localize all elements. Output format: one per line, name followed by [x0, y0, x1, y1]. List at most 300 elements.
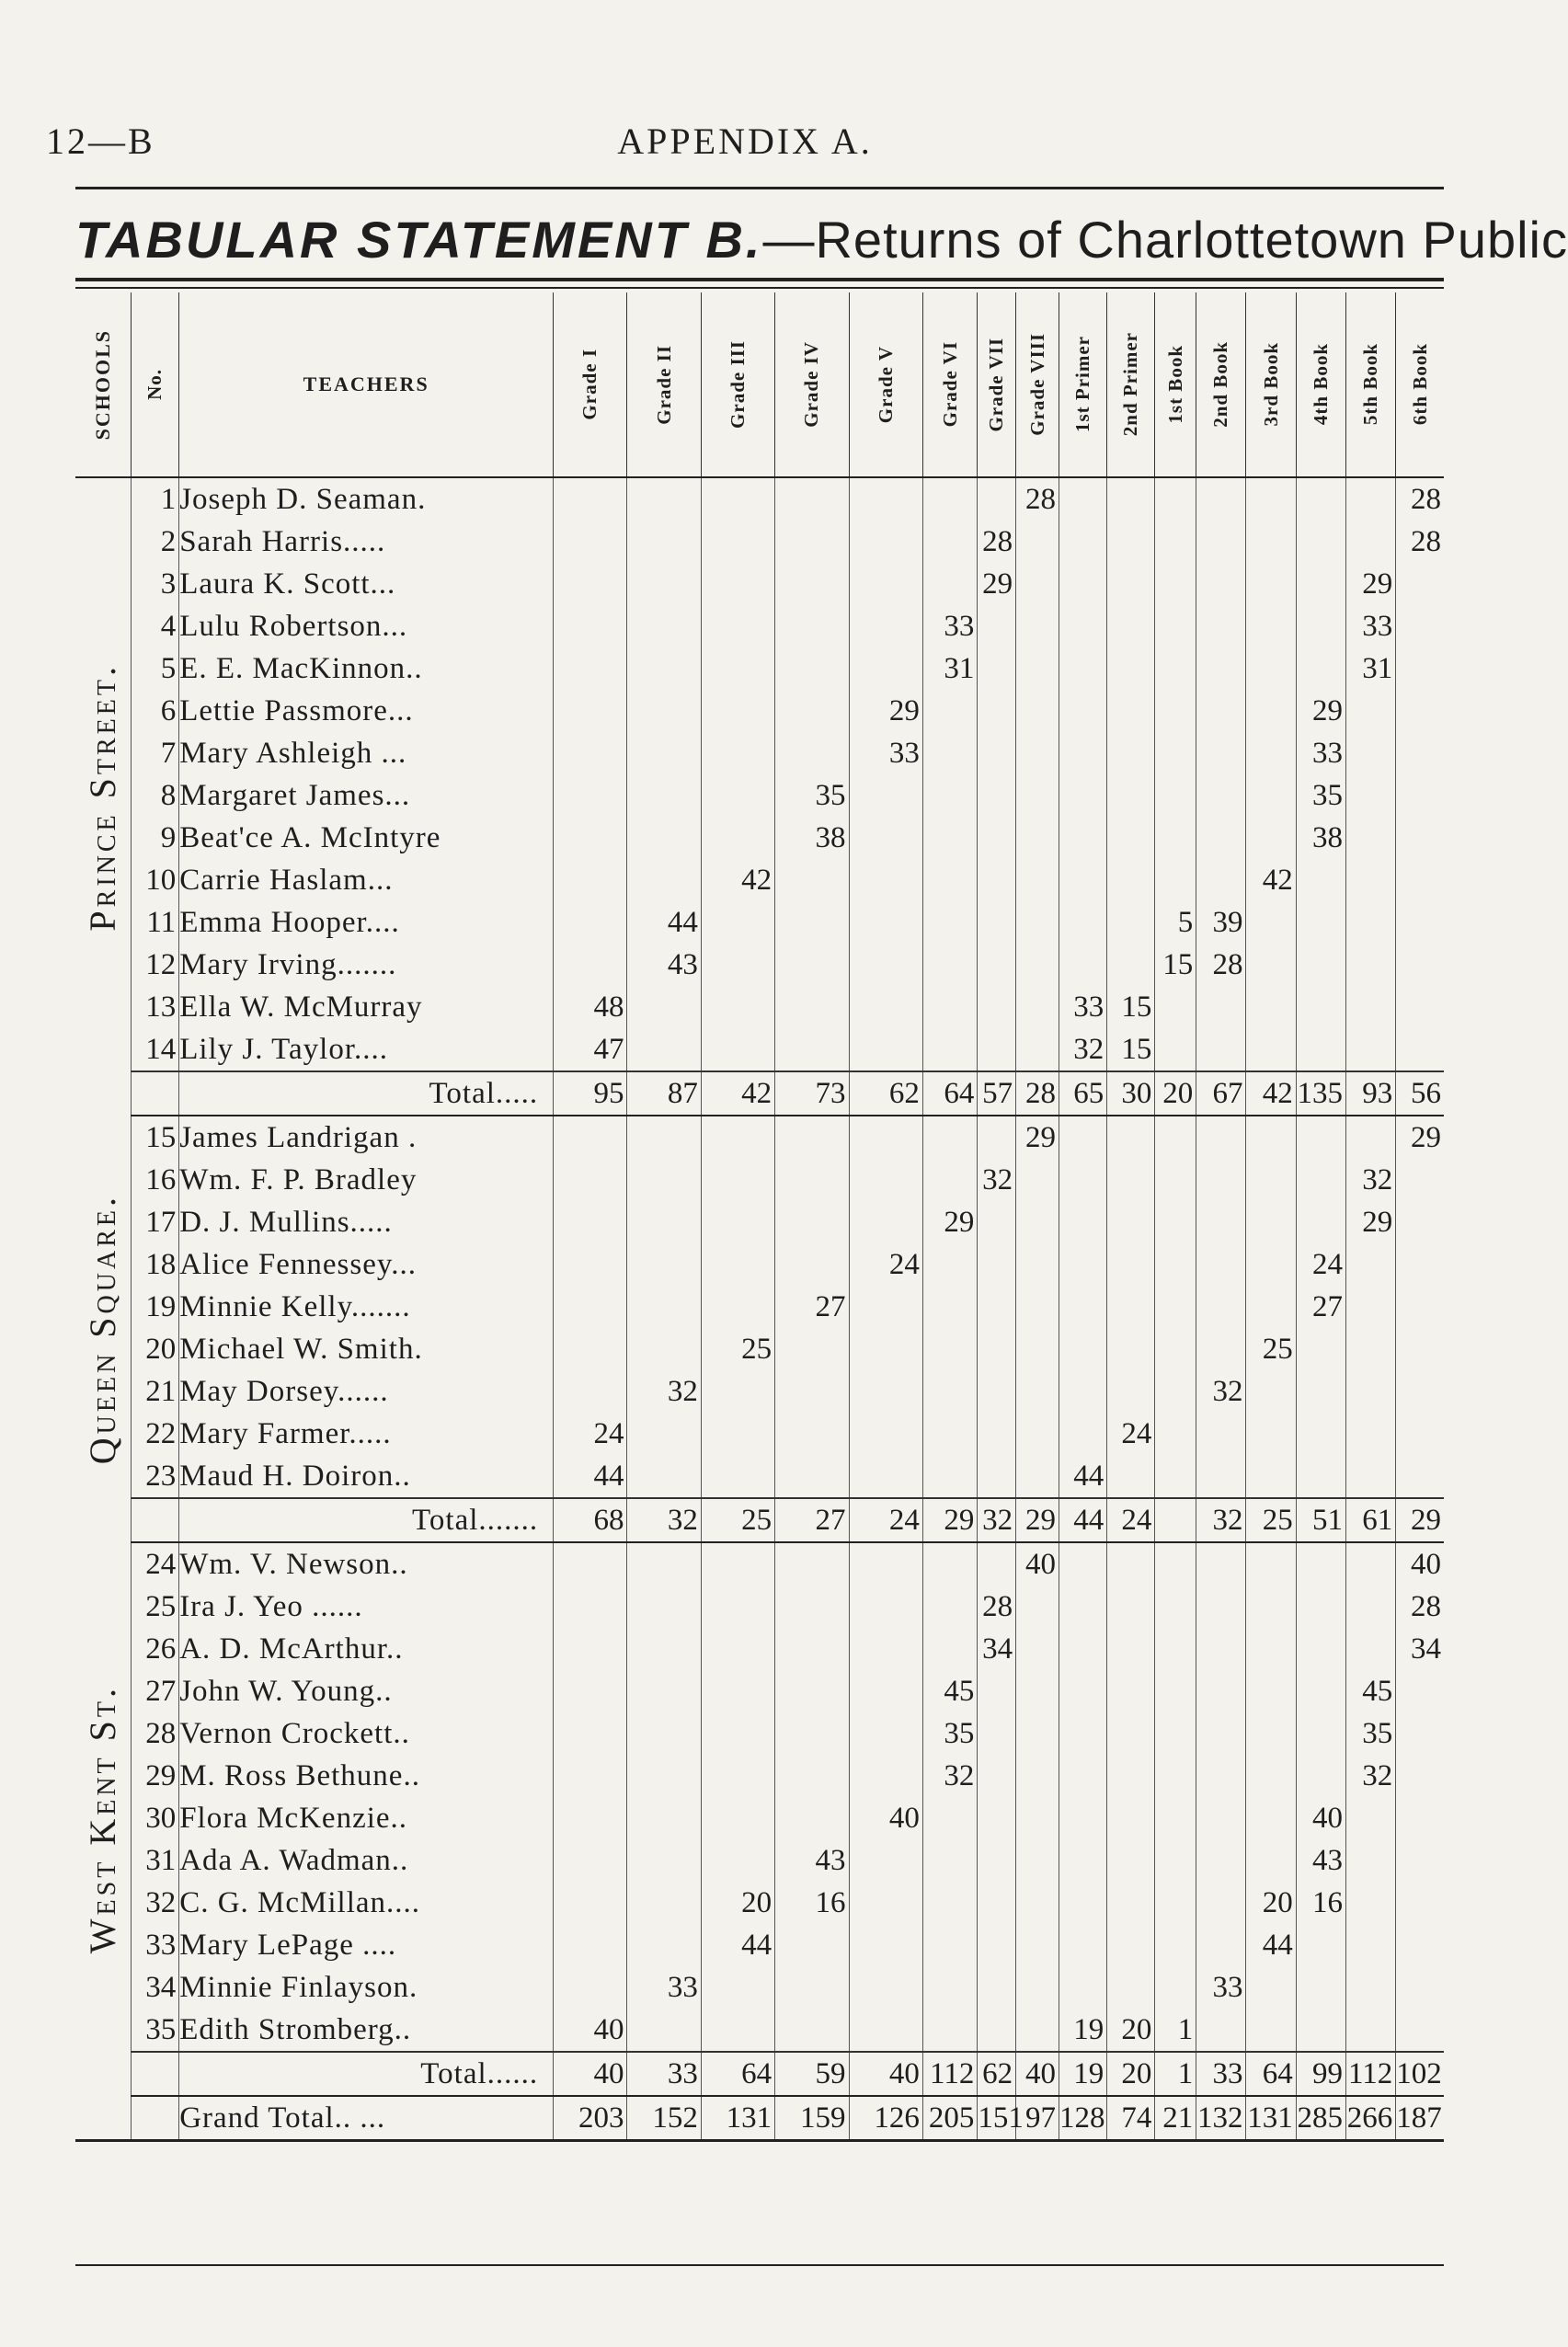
- data-cell: [849, 1455, 922, 1498]
- data-cell: [1396, 1201, 1444, 1243]
- data-cell: [1107, 774, 1155, 817]
- data-cell: [701, 477, 774, 521]
- data-cell: [1246, 1755, 1296, 1797]
- data-cell: [1107, 817, 1155, 859]
- grand-total-cell: 97: [1016, 2096, 1059, 2141]
- data-cell: [978, 1966, 1016, 2009]
- data-cell: [1016, 1882, 1059, 1924]
- data-cell: [1396, 563, 1444, 605]
- table-row: [75, 1882, 1444, 1924]
- data-cell: [978, 774, 1016, 817]
- data-cell: [1246, 1797, 1296, 1839]
- data-cell: 40: [1016, 1542, 1059, 1586]
- data-cell: [978, 1839, 1016, 1882]
- data-cell: [922, 1455, 977, 1498]
- data-cell: [849, 1712, 922, 1755]
- data-cell: [1196, 817, 1246, 859]
- data-cell: [775, 1201, 849, 1243]
- data-cell: 29: [1345, 563, 1395, 605]
- row-number: 18: [132, 1243, 179, 1286]
- data-cell: 42: [1246, 859, 1296, 901]
- data-cell: [1155, 1839, 1196, 1882]
- row-number: 10: [132, 859, 179, 901]
- column-header-2nd-book: [1196, 292, 1246, 477]
- data-cell: 43: [1296, 1839, 1345, 1882]
- data-cell: [1196, 1542, 1246, 1586]
- data-cell: [775, 1455, 849, 1498]
- data-cell: [701, 1628, 774, 1670]
- data-cell: [1196, 1882, 1246, 1924]
- data-cell: [1016, 521, 1059, 563]
- data-cell: [849, 1882, 922, 1924]
- total-cell: 44: [1059, 1498, 1107, 1542]
- data-cell: [1345, 1028, 1395, 1071]
- data-cell: 43: [627, 944, 701, 986]
- row-number: 9: [132, 817, 179, 859]
- data-cell: [775, 1712, 849, 1755]
- data-cell: [1107, 1542, 1155, 1586]
- table-title: [75, 210, 1568, 270]
- data-cell: [554, 690, 627, 732]
- data-cell: [978, 1243, 1016, 1286]
- data-cell: 29: [849, 690, 922, 732]
- table-row: [75, 1028, 1444, 1071]
- data-cell: [1396, 1797, 1444, 1839]
- data-cell: [1059, 1882, 1107, 1924]
- column-header-label: Grade V: [874, 345, 897, 424]
- data-cell: 20: [701, 1882, 774, 1924]
- data-cell: [849, 1328, 922, 1370]
- row-number: 31: [132, 1839, 179, 1882]
- teacher-name: Vernon Crockett..: [179, 1712, 554, 1755]
- data-cell: [922, 1966, 977, 2009]
- table-row: [75, 1243, 1444, 1286]
- teacher-name: Minnie Kelly.......: [179, 1286, 554, 1328]
- data-cell: [554, 1755, 627, 1797]
- data-cell: 34: [1411, 1632, 1441, 1666]
- data-cell: 15: [1107, 986, 1155, 1028]
- data-cell: [1345, 817, 1395, 859]
- total-cell: 24: [849, 1498, 922, 1542]
- grand-total-cell: 285: [1296, 2096, 1345, 2141]
- total-cell: 57: [978, 1071, 1016, 1116]
- data-cell: 35: [1345, 1712, 1395, 1755]
- total-label: Total......: [179, 2052, 554, 2096]
- data-cell: [1059, 1755, 1107, 1797]
- teacher-name: Flora McKenzie..: [179, 1797, 554, 1839]
- grand-total-row: [75, 2096, 1444, 2141]
- data-cell: [775, 1028, 849, 1071]
- total-row: [75, 1071, 1444, 1116]
- data-cell: [1345, 1882, 1395, 1924]
- table-row: [75, 1712, 1444, 1755]
- data-cell: [1296, 1755, 1345, 1797]
- blank-cell: [75, 2096, 132, 2141]
- data-cell: [1155, 1924, 1196, 1966]
- column-header-3rd-book: [1246, 292, 1296, 477]
- data-cell: [627, 1839, 701, 1882]
- data-cell: [1345, 1243, 1395, 1286]
- table-row: [75, 1328, 1444, 1370]
- table-row: [75, 1628, 1444, 1670]
- teacher-name: Alice Fennessey...: [179, 1243, 554, 1286]
- data-cell: [554, 817, 627, 859]
- data-cell: [1246, 1586, 1296, 1628]
- data-cell: [1246, 1116, 1296, 1159]
- data-cell: [1345, 901, 1395, 944]
- data-cell: [978, 1670, 1016, 1712]
- data-cell: [1196, 1670, 1246, 1712]
- data-cell: [701, 986, 774, 1028]
- data-cell: [922, 774, 977, 817]
- data-cell: [849, 901, 922, 944]
- data-cell: [1059, 647, 1107, 690]
- data-cell: [701, 1286, 774, 1328]
- data-cell: 47: [554, 1028, 627, 1071]
- data-cell: [922, 1286, 977, 1328]
- data-cell: [922, 1839, 977, 1882]
- total-cell: 65: [1059, 1071, 1107, 1116]
- row-number: 13: [132, 986, 179, 1028]
- data-cell: [1016, 647, 1059, 690]
- total-cell: 64: [701, 2052, 774, 2096]
- data-cell: [978, 859, 1016, 901]
- data-cell: [1196, 1628, 1246, 1670]
- table-row: [75, 774, 1444, 817]
- data-cell: 16: [1296, 1882, 1345, 1924]
- data-cell: [701, 1370, 774, 1413]
- table-row: [75, 605, 1444, 647]
- data-cell: [1345, 2009, 1395, 2052]
- teacher-name: Laura K. Scott...: [179, 563, 554, 605]
- data-cell: [1196, 521, 1246, 563]
- row-number: 27: [132, 1670, 179, 1712]
- total-cell: 42: [701, 1071, 774, 1116]
- data-cell: [1246, 521, 1296, 563]
- data-cell: [1345, 1328, 1395, 1370]
- data-cell: [849, 859, 922, 901]
- data-cell: [1107, 1586, 1155, 1628]
- data-cell: [1107, 1966, 1155, 2009]
- data-cell: [701, 1028, 774, 1071]
- data-cell: [775, 1628, 849, 1670]
- data-cell: [978, 690, 1016, 732]
- data-cell: [1296, 521, 1345, 563]
- teacher-name: A. D. McArthur..: [179, 1628, 554, 1670]
- data-cell: [1059, 944, 1107, 986]
- data-cell: [1059, 477, 1107, 521]
- row-number: 8: [132, 774, 179, 817]
- data-cell: [1016, 1797, 1059, 1839]
- column-header-label: SCHOOLS: [91, 328, 114, 441]
- data-cell: [1059, 817, 1107, 859]
- school-name: Queen Square.: [82, 1193, 123, 1465]
- data-cell: [627, 1670, 701, 1712]
- data-cell: [1246, 1670, 1296, 1712]
- data-cell: [627, 1159, 701, 1201]
- data-cell: [978, 1455, 1016, 1498]
- total-cell: 27: [775, 1498, 849, 1542]
- data-cell: [1345, 1966, 1395, 2009]
- data-cell: [627, 1455, 701, 1498]
- data-cell: [1196, 1286, 1246, 1328]
- total-cell: 62: [849, 1071, 922, 1116]
- row-number: 29: [132, 1755, 179, 1797]
- row-number: 21: [132, 1370, 179, 1413]
- data-cell: 38: [1296, 817, 1345, 859]
- data-cell: [1196, 774, 1246, 817]
- data-cell: [922, 690, 977, 732]
- table-row: [75, 1159, 1444, 1201]
- data-cell: [775, 1924, 849, 1966]
- data-cell: [1396, 1455, 1444, 1498]
- total-cell: 87: [627, 1071, 701, 1116]
- data-cell: 33: [1196, 1966, 1246, 2009]
- row-number: 16: [132, 1159, 179, 1201]
- data-cell: 34: [978, 1628, 1016, 1670]
- data-cell: [1059, 1286, 1107, 1328]
- data-cell: 28: [978, 521, 1016, 563]
- total-cell: 29: [922, 1498, 977, 1542]
- column-header-grade-viii: [1016, 292, 1059, 477]
- data-cell: [1016, 1839, 1059, 1882]
- data-cell: [1107, 690, 1155, 732]
- column-header-teachers: [179, 292, 554, 477]
- teacher-name: Edith Stromberg..: [179, 2009, 554, 2052]
- data-cell: 28: [1411, 1590, 1441, 1623]
- data-cell: [627, 986, 701, 1028]
- data-cell: [701, 2009, 774, 2052]
- data-cell: [627, 2009, 701, 2052]
- column-header-label: 1st Primer: [1071, 336, 1094, 433]
- data-cell: [1107, 1755, 1155, 1797]
- data-cell: [1059, 1670, 1107, 1712]
- data-cell: [701, 647, 774, 690]
- data-cell: [1396, 1243, 1444, 1286]
- data-cell: [1246, 1966, 1296, 2009]
- data-cell: [1396, 986, 1444, 1028]
- data-cell: [1059, 1370, 1107, 1413]
- data-cell: [849, 521, 922, 563]
- data-cell: [627, 1712, 701, 1755]
- data-cell: [701, 1966, 774, 2009]
- data-cell: 19: [1059, 2009, 1107, 2052]
- data-cell: 35: [1296, 774, 1345, 817]
- data-cell: [1296, 647, 1345, 690]
- data-cell: [1196, 1712, 1246, 1755]
- data-cell: [627, 647, 701, 690]
- data-cell: [627, 1924, 701, 1966]
- data-cell: [978, 2009, 1016, 2052]
- data-cell: [554, 1243, 627, 1286]
- data-cell: [1059, 605, 1107, 647]
- data-cell: [701, 1586, 774, 1628]
- data-cell: 20: [1107, 2009, 1155, 2052]
- column-header-label: Grade IV: [800, 341, 823, 428]
- data-cell: 44: [1059, 1455, 1107, 1498]
- data-cell: 40: [554, 2009, 627, 2052]
- data-cell: [1107, 1201, 1155, 1243]
- data-cell: [775, 1328, 849, 1370]
- teacher-name: Ella W. McMurray: [179, 986, 554, 1028]
- data-cell: [1246, 944, 1296, 986]
- data-cell: [554, 1712, 627, 1755]
- total-cell: 20: [1155, 1071, 1196, 1116]
- data-cell: [775, 477, 849, 521]
- total-cell: 64: [1246, 2052, 1296, 2096]
- data-cell: 24: [1107, 1413, 1155, 1455]
- data-cell: 28: [1196, 944, 1246, 986]
- data-cell: 43: [775, 1839, 849, 1882]
- total-cell: 42: [1246, 1071, 1296, 1116]
- data-cell: [922, 1116, 977, 1159]
- total-cell: 28: [1016, 1071, 1059, 1116]
- data-cell: [922, 1328, 977, 1370]
- column-header-label: 2nd Book: [1209, 341, 1232, 428]
- table-row: [75, 521, 1444, 563]
- data-cell: [849, 817, 922, 859]
- data-cell: [849, 1201, 922, 1243]
- data-cell: [775, 647, 849, 690]
- data-cell: [922, 1370, 977, 1413]
- data-cell: [1345, 1542, 1395, 1586]
- data-cell: [1196, 1159, 1246, 1201]
- data-cell: [1107, 1628, 1155, 1670]
- data-cell: [627, 1755, 701, 1797]
- data-cell: 28: [978, 1586, 1016, 1628]
- row-number: 5: [132, 647, 179, 690]
- teacher-name: Sarah Harris.....: [179, 521, 554, 563]
- data-cell: [849, 1370, 922, 1413]
- grand-total-cell: 159: [775, 2096, 849, 2141]
- data-cell: [1196, 1755, 1246, 1797]
- data-cell: [1016, 1712, 1059, 1755]
- column-header-label: 3rd Book: [1259, 342, 1282, 427]
- data-cell: [1296, 1712, 1345, 1755]
- data-cell: 39: [1196, 901, 1246, 944]
- data-cell: [1107, 1243, 1155, 1286]
- data-cell: [775, 605, 849, 647]
- data-cell: [1396, 944, 1444, 986]
- data-cell: [1059, 563, 1107, 605]
- row-number: 11: [132, 901, 179, 944]
- data-cell: [1296, 1670, 1345, 1712]
- total-cell: 59: [775, 2052, 849, 2096]
- row-number: 30: [132, 1797, 179, 1839]
- data-cell: [922, 1628, 977, 1670]
- data-cell: [978, 1882, 1016, 1924]
- column-header-grade-vii: [978, 292, 1016, 477]
- data-cell: [1016, 1201, 1059, 1243]
- column-header-4th-book: [1296, 292, 1345, 477]
- data-cell: [1016, 1159, 1059, 1201]
- data-cell: [1059, 732, 1107, 774]
- data-cell: 35: [775, 774, 849, 817]
- data-cell: [1396, 690, 1444, 732]
- title-italic: TABULAR STATEMENT B.: [75, 211, 763, 269]
- data-cell: [701, 1712, 774, 1755]
- column-header-label: 1st Book: [1163, 345, 1186, 424]
- data-cell: [1155, 1755, 1196, 1797]
- data-cell: [922, 859, 977, 901]
- table-row: [75, 1542, 1444, 1586]
- data-cell: [1107, 944, 1155, 986]
- data-cell: [1296, 1586, 1345, 1628]
- data-cell: [922, 1243, 977, 1286]
- data-cell: [922, 732, 977, 774]
- data-cell: [1396, 1882, 1444, 1924]
- total-cell: 95: [554, 1071, 627, 1116]
- data-cell: [1296, 859, 1345, 901]
- teacher-name: D. J. Mullins.....: [179, 1201, 554, 1243]
- data-cell: [1296, 944, 1345, 986]
- data-cell: [1196, 986, 1246, 1028]
- total-cell: 56: [1396, 1071, 1444, 1116]
- data-cell: [922, 477, 977, 521]
- row-number: 32: [132, 1882, 179, 1924]
- data-cell: [1246, 1413, 1296, 1455]
- data-cell: [1155, 1455, 1196, 1498]
- data-cell: [1246, 605, 1296, 647]
- teacher-name: Lulu Robertson...: [179, 605, 554, 647]
- data-cell: [1155, 859, 1196, 901]
- data-cell: [1059, 1839, 1107, 1882]
- data-cell: 32: [1345, 1755, 1395, 1797]
- data-cell: 44: [627, 901, 701, 944]
- data-cell: [1155, 1542, 1196, 1586]
- row-number: 14: [132, 1028, 179, 1071]
- header-row: [75, 292, 1444, 477]
- data-cell: [701, 521, 774, 563]
- data-cell: [1345, 1455, 1395, 1498]
- data-cell: [1246, 563, 1296, 605]
- column-header-5th-book: [1345, 292, 1395, 477]
- data-cell: [1059, 1966, 1107, 2009]
- school-label-west-kent-st: [75, 1542, 132, 2096]
- data-cell: [1196, 1028, 1246, 1071]
- data-cell: [1059, 1712, 1107, 1755]
- teacher-name: Carrie Haslam...: [179, 859, 554, 901]
- data-cell: [1107, 1670, 1155, 1712]
- data-cell: [1246, 1455, 1296, 1498]
- data-cell: 31: [1345, 647, 1395, 690]
- data-cell: [1196, 477, 1246, 521]
- data-cell: [701, 563, 774, 605]
- data-cell: [922, 1159, 977, 1201]
- data-cell: 44: [554, 1455, 627, 1498]
- data-cell: [1196, 732, 1246, 774]
- data-cell: [1155, 1028, 1196, 1071]
- data-cell: [1107, 1286, 1155, 1328]
- data-cell: [627, 774, 701, 817]
- data-cell: [554, 1116, 627, 1159]
- total-cell: 64: [922, 1071, 977, 1116]
- data-cell: [1155, 1628, 1196, 1670]
- table-row: [75, 901, 1444, 944]
- data-cell: [978, 647, 1016, 690]
- data-cell: [1155, 1116, 1196, 1159]
- total-cell: 32: [1196, 1498, 1246, 1542]
- data-cell: [1296, 563, 1345, 605]
- data-cell: [978, 477, 1016, 521]
- column-header-label: Grade VI: [938, 341, 961, 428]
- data-cell: [627, 1797, 701, 1839]
- data-cell: [554, 1201, 627, 1243]
- table-row: [75, 986, 1444, 1028]
- data-cell: [1059, 690, 1107, 732]
- table-row: [75, 2009, 1444, 2052]
- table-row: [75, 563, 1444, 605]
